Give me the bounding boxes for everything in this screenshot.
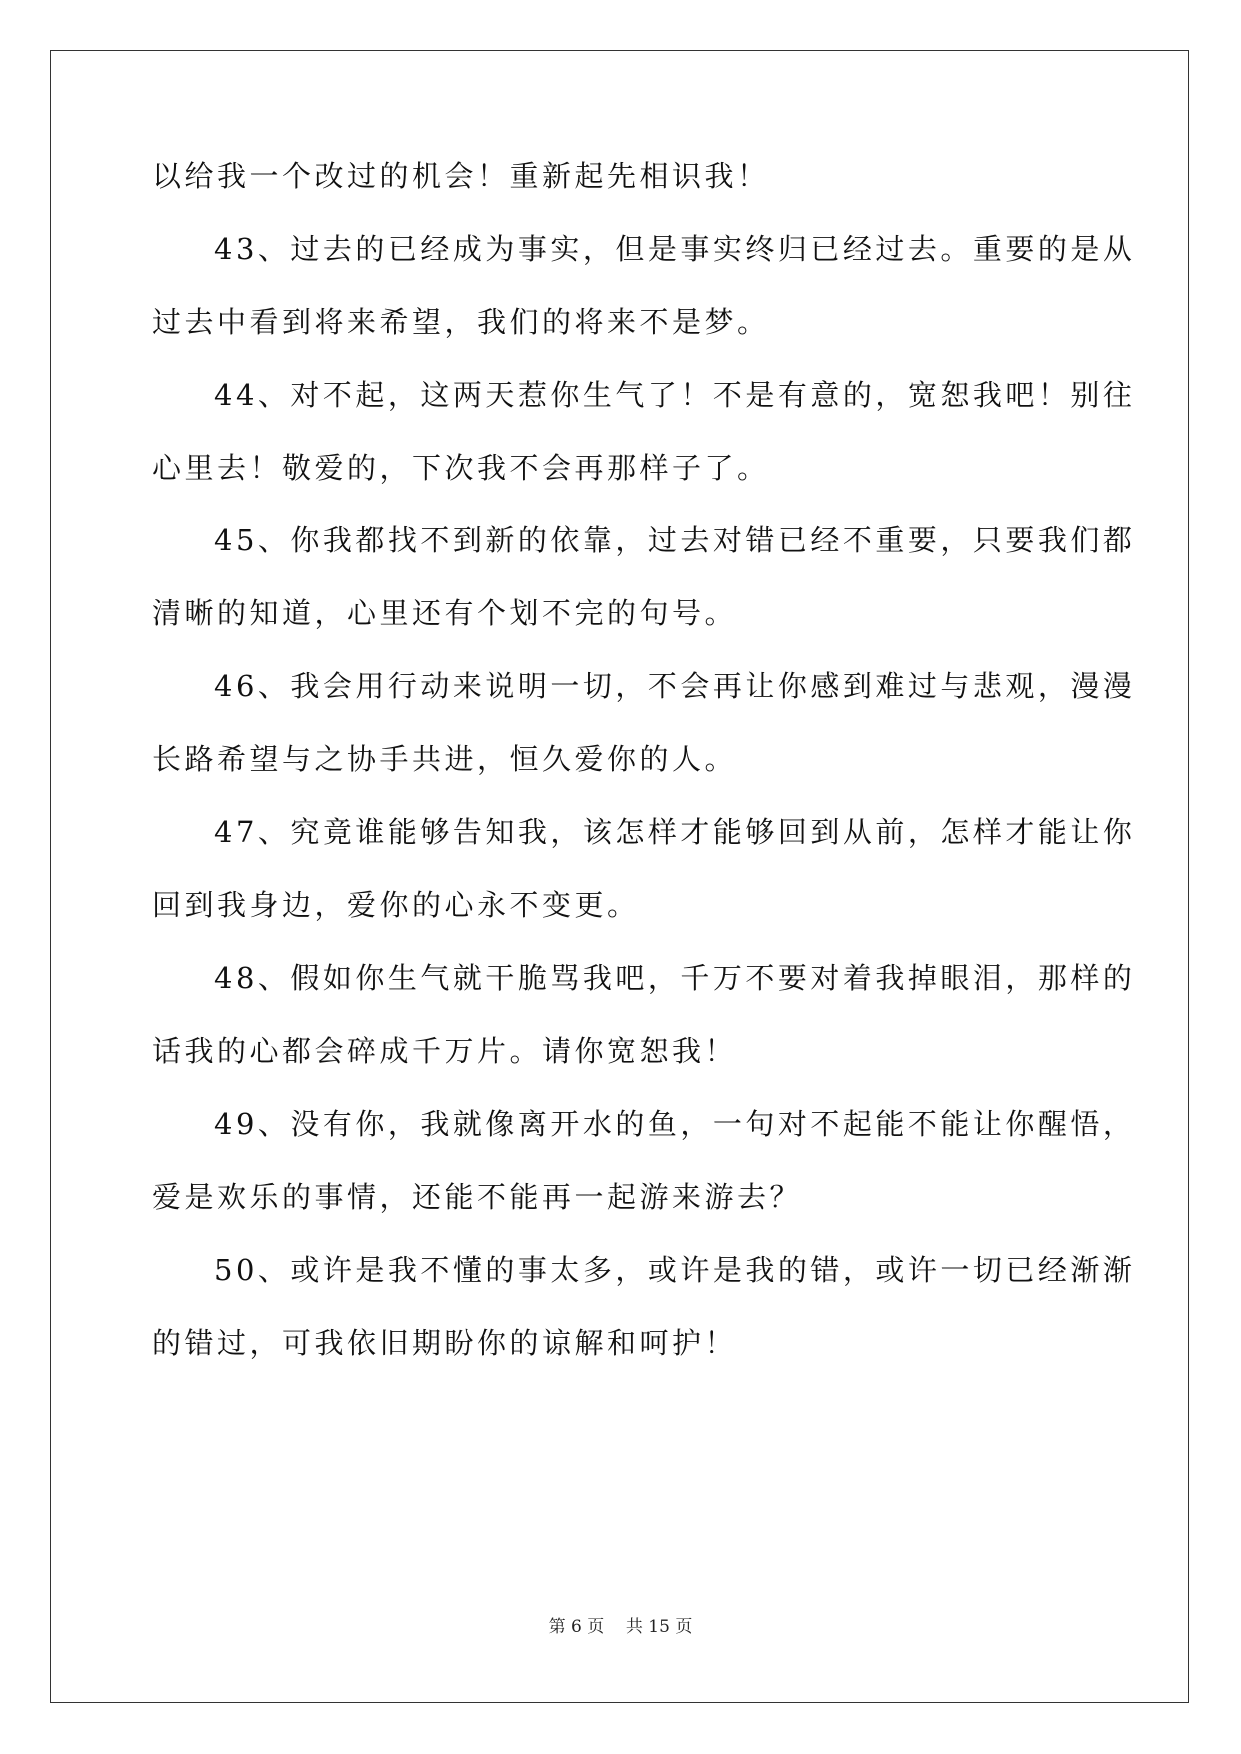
text-line: 以给我一个改过的机会！重新起先相识我！	[152, 159, 770, 193]
text-line: 49、没有你，我就像离开水的鱼，一句对不起能不能让你醒悟，	[214, 1107, 1136, 1141]
text-line: 的错过，可我依旧期盼你的谅解和呵护！	[152, 1326, 738, 1360]
text-line: 爱是欢乐的事情，还能不能再一起游来游去？	[152, 1180, 803, 1214]
text-line: 长路希望与之协手共进，恒久爱你的人。	[152, 742, 738, 776]
text-line: 46、我会用行动来说明一切，不会再让你感到难过与悲观，漫漫	[214, 669, 1136, 703]
text-line: 47、究竟谁能够告知我，该怎样才能够回到从前，怎样才能让你	[214, 815, 1136, 849]
text-line: 回到我身边，爱你的心永不变更。	[152, 888, 640, 922]
text-line: 44、对不起，这两天惹你生气了！不是有意的，宽恕我吧！别往	[214, 378, 1136, 412]
text-line: 48、假如你生气就干脆骂我吧，千万不要对着我掉眼泪，那样的	[214, 961, 1136, 995]
text-line: 心里去！敬爱的，下次我不会再那样子了。	[152, 451, 770, 485]
text-line: 过去中看到将来希望，我们的将来不是梦。	[152, 305, 770, 339]
text-line: 话我的心都会碎成千万片。请你宽恕我！	[152, 1034, 738, 1068]
text-line: 清晰的知道，心里还有个划不完的句号。	[152, 596, 738, 630]
page-footer	[0, 1616, 1241, 1638]
page-number: 第 6 页	[548, 1617, 605, 1637]
text-line: 45、你我都找不到新的依靠，过去对错已经不重要，只要我们都	[214, 523, 1136, 557]
page-border	[50, 50, 1189, 1703]
text-line: 50、或许是我不懂的事太多，或许是我的错，或许一切已经渐渐	[214, 1253, 1136, 1287]
text-line: 43、过去的已经成为事实，但是事实终归已经过去。重要的是从	[214, 232, 1136, 266]
page-total: 共 15 页	[625, 1617, 693, 1637]
